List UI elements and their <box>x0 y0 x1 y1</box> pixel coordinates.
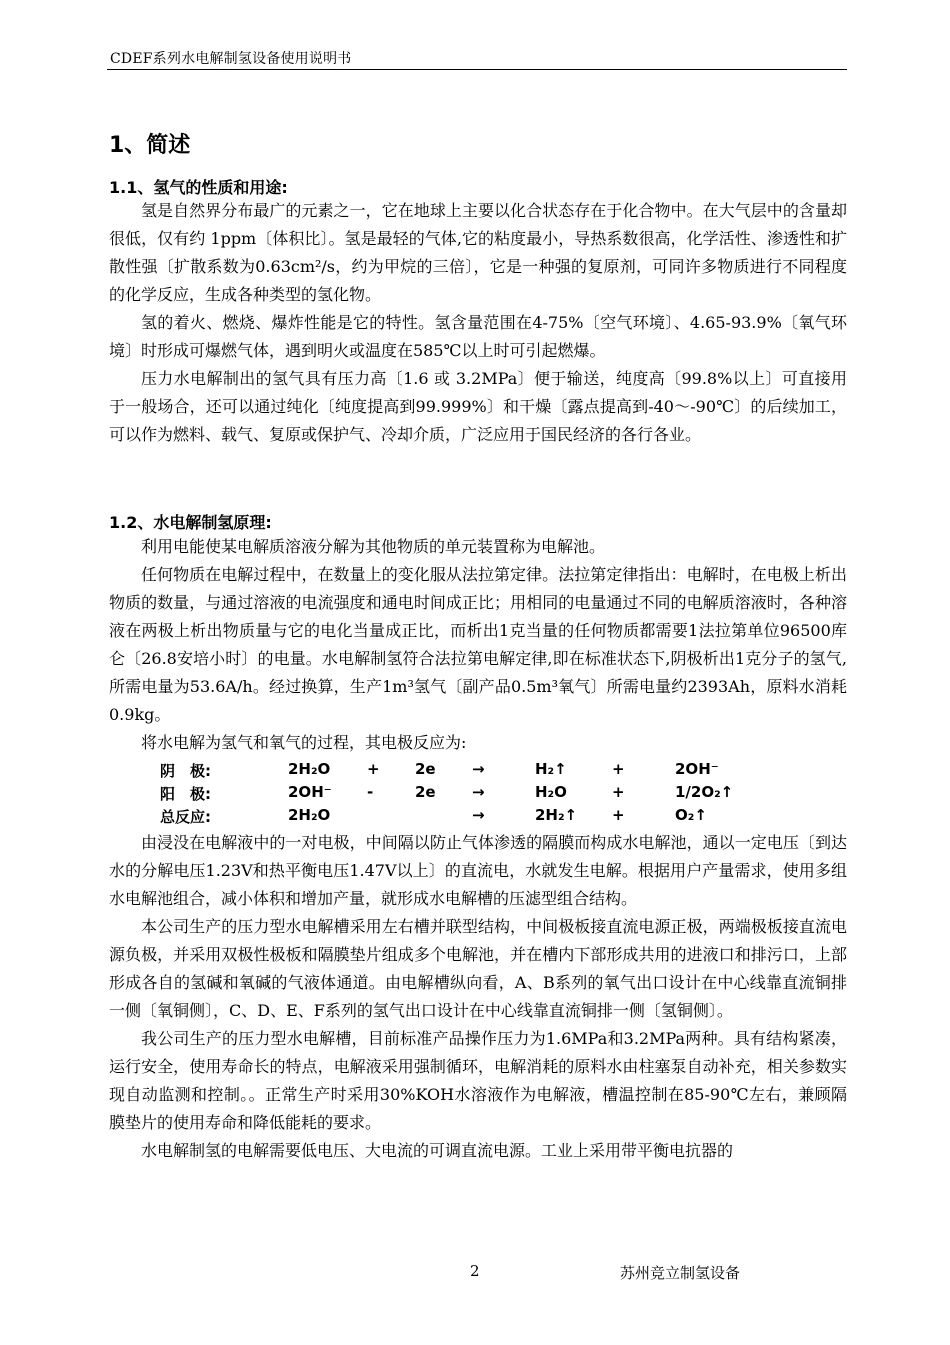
reactant-term: 2H₂O <box>288 760 331 778</box>
section-1-1-heading: 1.1、氢气的性质和用途: <box>109 178 288 197</box>
section-1-2-body-a <box>109 533 847 757</box>
arrow-icon: → <box>472 760 485 778</box>
reactant-term: 2e <box>415 760 436 778</box>
product-term: 1/2O₂↑ <box>675 783 734 801</box>
reaction-label: 总反应: <box>160 808 211 826</box>
section-1-1-body <box>109 197 847 449</box>
reaction-label: 阴 极: <box>160 762 211 780</box>
section-1-2-body-b <box>109 829 847 1165</box>
reaction-row-overall <box>160 806 760 829</box>
paragraph: 由浸没在电解液中的一对电极，中间隔以防止气体渗透的隔膜而构成水电解池，通以一定电压〔到达水的分解电压1.23V和热平衡电压1.47V以上〕的直流电，水就发生电解。根据用户产量需求，使用多组水电解池组合，减小体积和增加产量，就形成水电解槽的压滤型组合结构。 <box>109 833 847 908</box>
operator: - <box>367 783 374 801</box>
arrow-icon: → <box>472 806 485 824</box>
product-term: 2H₂↑ <box>535 806 578 824</box>
section-1-2-heading: 1.2、水电解制氢原理: <box>109 513 272 532</box>
paragraph: 水电解制氢的电解需要低电压、大电流的可调直流电源。工业上采用带平衡电抗器的 <box>141 1141 734 1160</box>
reaction-row-anode <box>160 783 760 806</box>
paragraph: 将水电解为氢气和氧气的过程，其电极反应为: <box>141 733 467 752</box>
paragraph: 氢的着火、燃烧、爆炸性能是它的特性。氢含量范围在4-75%〔空气环境〕、4.65-93.9%〔氧气环境〕时形成可爆燃气体，遇到明火或温度在585℃以上时可引起燃爆。 <box>109 313 847 360</box>
reaction-label: 阳 极: <box>160 785 211 803</box>
paragraph: 压力水电解制出的氢气具有压力高〔1.6 或 3.2MPa〕便于输送，纯度高〔99.8%以上〕可直接用于一般场合，还可以通过纯化〔纯度提高到99.999%〕和干燥〔露点提高到-40～-90℃〕的后续加工，可以作为燃料、载气、复原或保护气、冷却介质，广泛应用于国民经济的各行各业。 <box>109 369 847 444</box>
paragraph: 任何物质在电解过程中，在数量上的变化服从法拉第定律。法拉第定律指出：电解时，在电极上析出物质的数量，与通过溶液的电流强度和通电时间成正比；用相同的电量通过不同的电解质溶液时，各种溶液在两极上析出物质量与它的电化当量成正比，而析出1克当量的任何物质都需要1法拉第单位96500库仑〔26.8安培小时〕的电量。水电解制氢符合法拉第电解定律,即在标准状态下,阴极析出1克分子的氢气,所需电量为53.6A/h。经过换算，生产1m³氢气〔副产品0.5m³氧气〕所需电量约2393Ah，原料水消耗0.9kg。 <box>109 565 847 724</box>
electrode-reactions <box>160 760 760 829</box>
product-term: O₂↑ <box>675 806 707 824</box>
paragraph: 本公司生产的压力型水电解槽采用左右槽并联型结构，中间极板接直流电源正极，两端极板接直流电源负极，并采用双极性极板和隔膜垫片组成多个电解池，并在槽内下部形成共用的进液口和排污口，上部形成各自的氢碱和氧碱的气液体通道。由电解槽纵向看，A、B系列的氧气出口设计在中心线靠直流铜排一侧〔氧铜侧〕，C、D、E、F系列的氢气出口设计在中心线靠直流铜排一侧〔氢铜侧〕。 <box>109 917 847 1020</box>
reaction-row-cathode <box>160 760 760 783</box>
company-name: 苏州竞立制氢设备 <box>620 1264 741 1282</box>
operator: + <box>367 760 380 778</box>
running-header: CDEF系列水电解制氢设备使用说明书 <box>110 51 352 67</box>
operator: + <box>612 760 625 778</box>
operator: + <box>612 783 625 801</box>
reactant-term: 2H₂O <box>288 806 331 824</box>
arrow-icon: → <box>472 783 485 801</box>
paragraph: 我公司生产的压力型水电解槽，目前标准产品操作压力为1.6MPa和3.2MPa两种。具有结构紧凑，运行安全，使用寿命长的特点，电解液采用强制循环，电解消耗的原料水由柱塞泵自动补充，相关参数实现自动监测和控制。。正常生产时采用30%KOH水溶液作为电解液，槽温控制在85-90℃左右，兼顾隔膜垫片的使用寿命和降低能耗的要求。 <box>109 1029 847 1132</box>
header-rule <box>107 69 847 70</box>
paragraph: 氢是自然界分布最广的元素之一，它在地球上主要以化合状态存在于化合物中。在大气层中的含量却很低，仅有约 1ppm〔体积比〕。氢是最轻的气体,它的粘度最小，导热系数很高，化学活性、渗透性和扩散性强〔扩散系数为0.63cm²/s，约为甲烷的三倍〕，它是一种强的复原剂，可同许多物质进行不同程度的化学反应，生成各种类型的氢化物。 <box>109 201 847 304</box>
reactant-term: 2e <box>415 783 436 801</box>
page-number: 2 <box>470 1262 480 1280</box>
product-term: H₂O <box>535 783 567 801</box>
product-term: H₂↑ <box>535 760 567 778</box>
paragraph: 利用电能使某电解质溶液分解为其他物质的单元装置称为电解池。 <box>141 537 606 556</box>
operator: + <box>612 806 625 824</box>
reactant-term: 2OH⁻ <box>288 783 332 801</box>
section-1-heading: 1、简述 <box>109 133 191 158</box>
product-term: 2OH⁻ <box>675 760 719 778</box>
